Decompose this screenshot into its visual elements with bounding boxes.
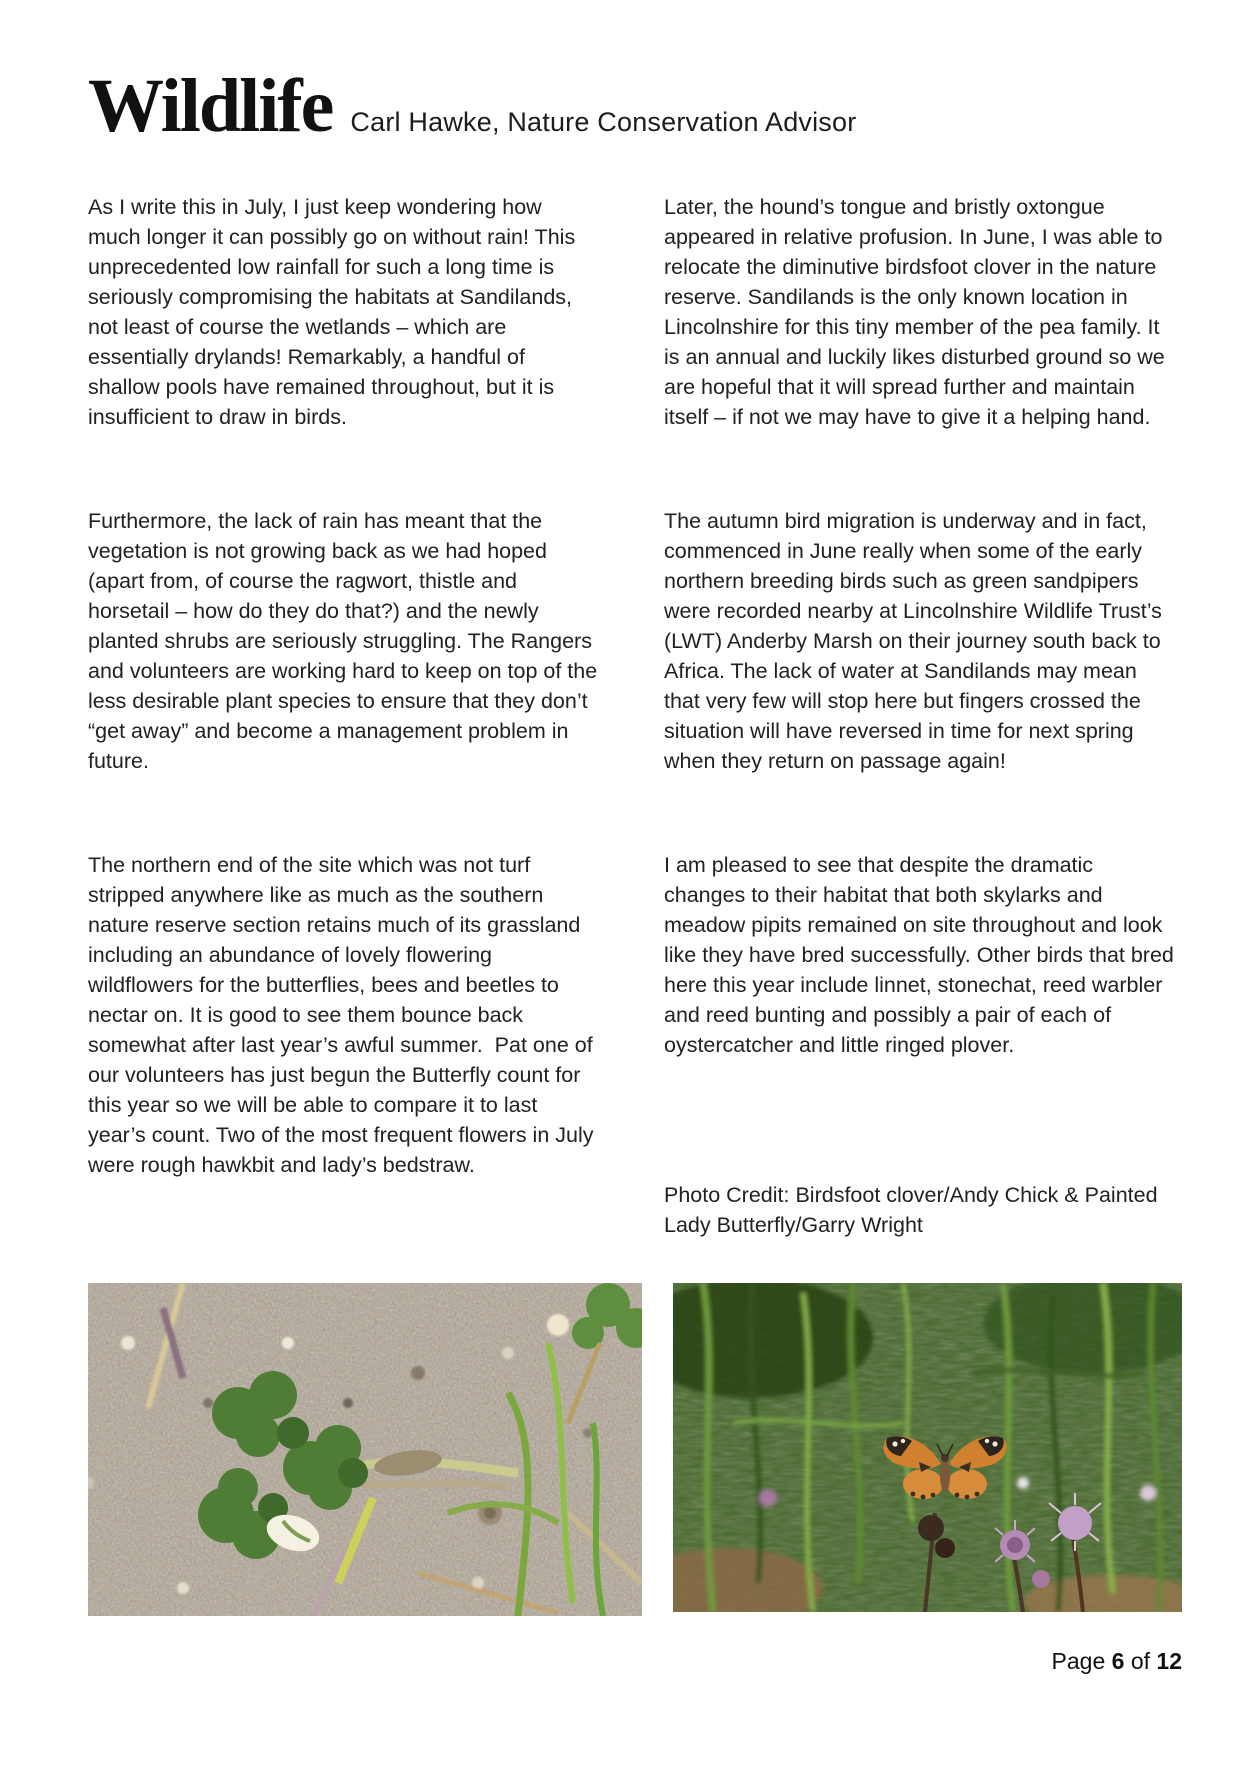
article-paragraph-left-2: Furthermore, the lack of rain has meant that the vegetation is not growing back as we had hoped (apart from, of course the ragwort, thistle and horsetail – how do they do that?) and the newly planted shrubs are seriously struggling. The Rangers and volunteers are working hard to keep on top of the less desirable plant species to ensure that they don’t “get away” and become a management problem in future. [88, 509, 604, 773]
painted-lady-illustration [673, 1283, 1182, 1612]
page-number-total: 12 [1156, 1648, 1182, 1674]
page-title: Wildlife [88, 64, 333, 148]
article-paragraph-left-1: As I write this in July, I just keep wondering how much longer it can possibly go on without rain! This unprecedented low rainfall for such a long time is seriously compromising the habitats at Sandilands, not least of course the wetlands – which are essentially drylands! Remarkably, a handful of shallow pools have remained throughout, but it is insufficient to draw in birds. [88, 195, 582, 429]
page-subtitle: Carl Hawke, Nature Conservation Advisor [350, 107, 857, 137]
page-label: Page [1051, 1648, 1106, 1674]
birdsfoot-clover-photo [88, 1283, 642, 1616]
page-number [1052, 1648, 1182, 1675]
article-paragraph-right-2: The autumn bird migration is underway and in fact, commenced in June really when some of the early northern breeding birds such as green sandpipers were recorded nearby at Lincolnshire Wildlife Trust’s (LWT) Anderby Marsh on their journey south back to Africa. The lack of water at Sandilands may mean that very few will stop here but fingers crossed the situation will have reversed in time for next spring when they return on passage again! [664, 509, 1168, 773]
article-paragraph-right-3: I am pleased to see that despite the dramatic changes to their habitat that both skylarks and meadow pipits remained on site throughout and look like they have bred successfully. Other birds that bred here this year include linnet, stonechat, reed warbler and reed bunting and possibly a pair of each of oystercatcher and little ringed plover. [664, 853, 1180, 1057]
article-paragraph-right-1: Later, the hound’s tongue and bristly oxtongue appeared in relative profusion. In June, I was able to relocate the diminutive birdsfoot clover in the nature reserve. Sandilands is the only known location in Lincolnshire for this tiny member of the pea family. It is an annual and luckily likes disturbed ground so we are hopeful that it will spread further and maintain itself – if not we may have to give it a helping hand. [664, 195, 1171, 429]
article-paragraph-left-3: The northern end of the site which was not turf stripped anywhere like as much as the southern nature reserve section retains much of its grassland including an abundance of lovely flowering wildflowers for the butterflies, bees and beetles to nectar on. It is good to see them bounce back somewhat after last year’s awful summer. Pat one of our volunteers has just begun the Butterfly count for this year so we will be able to compare it to last year’s count. Two of the most frequent flowers in July were rough hawkbit and lady’s bedstraw. [88, 853, 600, 1177]
birdsfoot-clover-illustration [88, 1283, 642, 1616]
photo-credit: Photo Credit: Birdsfoot clover/Andy Chick & Painted Lady Butterfly/Garry Wright [664, 1183, 1164, 1237]
of-label: of [1130, 1648, 1151, 1674]
page-header [88, 64, 857, 148]
page-number-current: 6 [1111, 1648, 1125, 1674]
painted-lady-butterfly-photo [673, 1283, 1182, 1612]
